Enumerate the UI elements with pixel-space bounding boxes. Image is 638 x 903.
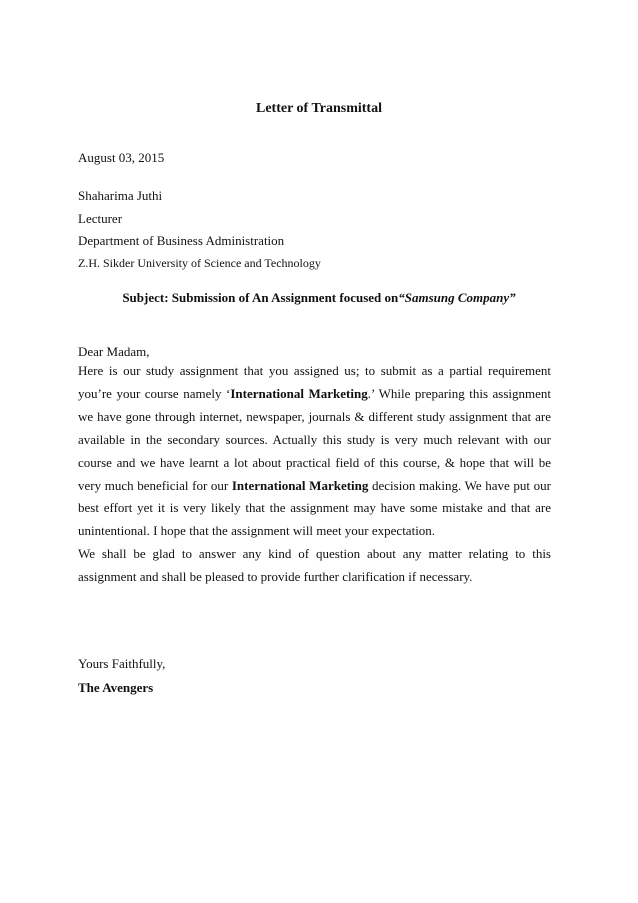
recipient-name: Shaharima Juthi (78, 188, 163, 203)
paragraph-1-text-a: Here is our study assignment that you assigned us; to submit as a partial requirement you’re your course namely ‘ (78, 363, 551, 401)
letter-body (78, 360, 551, 589)
subject-prefix: Subject: Submission of An Assignment focused on (122, 290, 399, 305)
letter-subject (0, 290, 638, 306)
recipient-university: Z.H. Sikder University of Science and Technology (78, 256, 321, 270)
recipient-position: Lecturer (78, 211, 123, 226)
subject-company: “Samsung Company” (398, 290, 516, 305)
body-paragraph-1 (78, 360, 551, 543)
body-paragraph-2: We shall be glad to answer any kind of question about any matter relating to this assignment and shall be pleased to provide further clarification if necessary. (78, 546, 551, 585)
closing: Yours Faithfully, (78, 656, 166, 671)
paragraph-1-bold-a: International Marketing (230, 385, 368, 401)
salutation: Dear Madam, (78, 344, 150, 359)
paragraph-1-bold-b: International Marketing (231, 477, 369, 493)
letter-title: Letter of Transmittal (256, 101, 382, 116)
paragraph-1-text-b: .’ While preparing this assignment we have gone through internet, newspaper, journals & different study assignment that are available in the secondary sources. Actually this study is very much relevant with our course and we have learnt a lot about practical field of this course, & hope that will be very much beneficial for our (78, 385, 552, 493)
paragraph-1-text-c: decision making. We have put our best effort yet it is very likely that the assignment may have some mistake and that are unintentional. I hope that the assignment will meet your expectation. (78, 477, 551, 539)
recipient-department: Department of Business Administration (78, 233, 285, 248)
letter-date: August 03, 2015 (78, 150, 165, 165)
signature: The Avengers (78, 680, 154, 695)
